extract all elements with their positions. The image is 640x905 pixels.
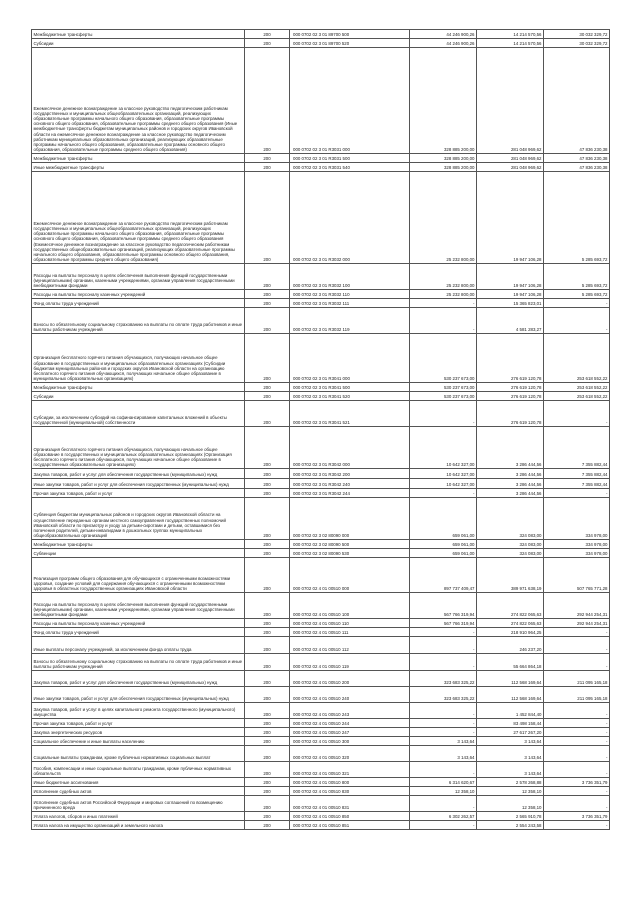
- row-name-cell: Расходы на выплаты персоналу казенных учреждений: [32, 290, 245, 299]
- row-executed-cell: 19 947 106,28: [477, 290, 544, 299]
- row-code-cell: 200: [245, 746, 290, 762]
- table-row: [32, 308, 610, 334]
- row-unexecuted-cell: 7 355 882,44: [544, 479, 610, 489]
- row-unexecuted-cell: 253 618 552,22: [544, 334, 610, 383]
- row-approved-cell: 328 885 200,00: [410, 154, 477, 163]
- row-unexecuted-cell: -: [544, 654, 610, 671]
- row-name-cell: Социальные выплаты гражданам, кроме публичных нормативных социальных выплат: [32, 746, 245, 762]
- table-row: [32, 687, 610, 703]
- row-code-cell: 200: [245, 264, 290, 290]
- table-row: [32, 290, 610, 299]
- table-row: [32, 392, 610, 401]
- row-code-cell: 200: [245, 154, 290, 163]
- row-budget-code-cell: 000 0702 02 4 01 00510 831: [290, 796, 410, 812]
- table-row: [32, 154, 610, 163]
- row-executed-cell: 324 083,00: [477, 498, 544, 540]
- row-budget-code-cell: 000 0702 02 4 01 00510 110: [290, 619, 410, 628]
- row-executed-cell: 2 578 268,88: [477, 778, 544, 787]
- row-name-cell: Ежемесячное денежное вознаграждение за классное руководство педагогическим работникам государственных и муниципальных общеобразовательных организаций, реализующих образовательные программы начального общего образования, образовательные программы основного общего образования, образовательные программы среднего общего образования (Ежемесячное денежное вознаграждение за классное руководство педагогическим работникам государственных общеобразовательных организаций, реализующих образовательные программы начального общего образования, образовательные программы основного общего образования, образовательные программы среднего общего образования): [32, 172, 245, 264]
- row-code-cell: 200: [245, 308, 290, 334]
- row-executed-cell: 276 619 120,78: [477, 383, 544, 392]
- row-executed-cell: 14 214 570,56: [477, 30, 544, 39]
- row-executed-cell: 55 664 864,18: [477, 654, 544, 671]
- row-code-cell: 200: [245, 762, 290, 778]
- row-budget-code-cell: 000 0702 02 3 02 80090 000: [290, 498, 410, 540]
- row-unexecuted-cell: 211 095 165,18: [544, 687, 610, 703]
- table-row: [32, 762, 610, 778]
- row-approved-cell: 10 642 327,00: [410, 427, 477, 469]
- row-budget-code-cell: 000 0702 02 4 01 00510 200: [290, 671, 410, 687]
- row-executed-cell: 274 822 065,63: [477, 619, 544, 628]
- table-row: [32, 540, 610, 549]
- row-unexecuted-cell: -: [544, 762, 610, 778]
- row-approved-cell: -: [410, 762, 477, 778]
- table-row: [32, 549, 610, 558]
- row-executed-cell: 276 619 120,78: [477, 392, 544, 401]
- row-approved-cell: 530 237 673,00: [410, 334, 477, 383]
- row-executed-cell: 3 286 444,56: [477, 479, 544, 489]
- row-executed-cell: 112 568 169,64: [477, 671, 544, 687]
- row-name-cell: Взносы по обязательному социальному страхованию на выплаты по оплате труда работников и иные выплаты работникам учреждений: [32, 654, 245, 671]
- row-name-cell: Уплата налога на имущество организаций и земельного налога: [32, 821, 245, 830]
- row-name-cell: Межбюджетные трансферты: [32, 383, 245, 392]
- row-code-cell: 200: [245, 401, 290, 427]
- row-unexecuted-cell: 292 944 254,31: [544, 593, 610, 619]
- table-row: [32, 383, 610, 392]
- row-unexecuted-cell: 47 836 230,38: [544, 48, 610, 154]
- row-executed-cell: 3 286 444,56: [477, 469, 544, 479]
- row-name-cell: Иные бюджетные ассигнования: [32, 778, 245, 787]
- row-budget-code-cell: 000 0702 02 3 01 R3032 111: [290, 299, 410, 308]
- row-budget-code-cell: 000 0702 02 3 01 R3032 000: [290, 172, 410, 264]
- row-executed-cell: 83 498 158,44: [477, 719, 544, 728]
- row-name-cell: Организация бесплатного горячего питания обучающихся, получающих начальное общее образование в государственных и муниципальных образовательных организациях (Субсидии бюджетам муниципальных районов и городских округов Ивановской области на организацию бесплатного горячего питания обучающихся, получающих начальное общее образование в муниципальных образовательных организациях): [32, 334, 245, 383]
- row-name-cell: Организация бесплатного горячего питания обучающихся, получающих начальное общее образование в государственных и муниципальных образовательных организациях (Организация бесплатного горячего питания обучающихся, получающих начальное общее образование в государственных образовательных организациях): [32, 427, 245, 469]
- row-approved-cell: -: [410, 637, 477, 654]
- row-name-cell: Пособия, компенсации и иные социальные выплаты гражданам, кроме публичных нормативных обязательств: [32, 762, 245, 778]
- row-unexecuted-cell: 47 836 230,38: [544, 163, 610, 172]
- row-executed-cell: 389 971 638,19: [477, 558, 544, 593]
- budget-execution-report: [31, 29, 609, 830]
- row-name-cell: Субвенции: [32, 549, 245, 558]
- row-approved-cell: 25 232 800,00: [410, 172, 477, 264]
- row-budget-code-cell: 000 0702 02 4 01 00510 300: [290, 737, 410, 746]
- row-approved-cell: 12 358,10: [410, 787, 477, 796]
- row-executed-cell: 1 452 844,40: [477, 703, 544, 719]
- row-code-cell: 200: [245, 383, 290, 392]
- row-name-cell: Иные закупки товаров, работ и услуг для обеспечения государственных (муниципальных) нужд: [32, 479, 245, 489]
- row-name-cell: Реализация программ общего образования для обучающихся с ограниченными возможностями здоровья, создание условий для содержания обучающихся с ограниченными возможностями здоровья в областных государственных организациях Ивановской области: [32, 558, 245, 593]
- row-unexecuted-cell: 7 355 882,44: [544, 427, 610, 469]
- row-code-cell: 200: [245, 796, 290, 812]
- row-name-cell: Закупка товаров, работ и услуг для обеспечения государственных (муниципальных) нужд: [32, 469, 245, 479]
- row-approved-cell: 25 232 800,00: [410, 290, 477, 299]
- row-budget-code-cell: 000 0702 02 3 01 R3042 000: [290, 427, 410, 469]
- table-row: [32, 427, 610, 469]
- row-executed-cell: 281 048 969,62: [477, 163, 544, 172]
- table-row: [32, 728, 610, 737]
- row-unexecuted-cell: 5 285 693,72: [544, 290, 610, 299]
- row-unexecuted-cell: 47 836 230,38: [544, 154, 610, 163]
- table-row: [32, 469, 610, 479]
- row-code-cell: 200: [245, 687, 290, 703]
- row-code-cell: 200: [245, 703, 290, 719]
- row-executed-cell: 12 358,10: [477, 796, 544, 812]
- row-code-cell: 200: [245, 728, 290, 737]
- table-row: [32, 812, 610, 821]
- row-budget-code-cell: 000 0702 02 3 01 R3041 500: [290, 383, 410, 392]
- table-row: [32, 299, 610, 308]
- row-approved-cell: -: [410, 703, 477, 719]
- row-code-cell: 200: [245, 558, 290, 593]
- row-name-cell: Расходы на выплаты персоналу в целях обеспечения выполнения функций государственными (муниципальными) органами, казенными учреждениями, органами управления государственными внебюджетными фондами: [32, 264, 245, 290]
- row-approved-cell: 6 302 262,57: [410, 812, 477, 821]
- row-unexecuted-cell: -: [544, 637, 610, 654]
- row-approved-cell: -: [410, 308, 477, 334]
- row-name-cell: Субсидии, за исключением субсидий на софинансирование капитальных вложений в объекты государственной (муниципальной) собственности: [32, 401, 245, 427]
- table-row: [32, 737, 610, 746]
- row-executed-cell: 3 286 444,56: [477, 427, 544, 469]
- row-code-cell: 200: [245, 593, 290, 619]
- row-unexecuted-cell: 211 095 165,18: [544, 671, 610, 687]
- row-budget-code-cell: 000 0702 02 4 01 00510 119: [290, 654, 410, 671]
- row-code-cell: 200: [245, 549, 290, 558]
- row-executed-cell: 4 581 283,27: [477, 308, 544, 334]
- row-unexecuted-cell: -: [544, 401, 610, 427]
- row-budget-code-cell: 000 0702 02 3 01 R3041 521: [290, 401, 410, 427]
- row-budget-code-cell: 000 0702 02 3 01 R3031 540: [290, 163, 410, 172]
- row-code-cell: 200: [245, 821, 290, 830]
- row-budget-code-cell: 000 0702 02 3 01 R3041 000: [290, 334, 410, 383]
- row-unexecuted-cell: 30 032 329,72: [544, 39, 610, 48]
- row-executed-cell: 276 619 120,78: [477, 334, 544, 383]
- row-unexecuted-cell: -: [544, 746, 610, 762]
- row-executed-cell: 3 143,64: [477, 746, 544, 762]
- row-executed-cell: 246 237,20: [477, 637, 544, 654]
- row-executed-cell: 27 617 267,20: [477, 728, 544, 737]
- row-budget-code-cell: 000 0702 02 4 01 00510 830: [290, 787, 410, 796]
- expenditure-table: [31, 29, 610, 830]
- row-code-cell: 200: [245, 489, 290, 498]
- row-code-cell: 200: [245, 30, 290, 39]
- table-row: [32, 479, 610, 489]
- row-unexecuted-cell: -: [544, 489, 610, 498]
- table-row: [32, 334, 610, 383]
- row-unexecuted-cell: -: [544, 737, 610, 746]
- row-code-cell: 200: [245, 39, 290, 48]
- row-unexecuted-cell: 507 765 771,28: [544, 558, 610, 593]
- table-row: [32, 401, 610, 427]
- row-code-cell: 200: [245, 619, 290, 628]
- row-executed-cell: 2 565 910,78: [477, 812, 544, 821]
- row-executed-cell: 324 083,00: [477, 549, 544, 558]
- row-executed-cell: 112 568 169,64: [477, 687, 544, 703]
- row-unexecuted-cell: -: [544, 821, 610, 830]
- row-name-cell: Исполнение судебных актов: [32, 787, 245, 796]
- row-executed-cell: 324 083,00: [477, 540, 544, 549]
- row-budget-code-cell: 000 0702 02 3 01 R3042 244: [290, 489, 410, 498]
- table-row: [32, 489, 610, 498]
- row-unexecuted-cell: -: [544, 719, 610, 728]
- row-budget-code-cell: 000 0702 02 4 01 00510 851: [290, 821, 410, 830]
- row-approved-cell: 6 314 620,67: [410, 778, 477, 787]
- row-budget-code-cell: 000 0702 02 3 01 89700 520: [290, 39, 410, 48]
- row-approved-cell: 897 737 409,47: [410, 558, 477, 593]
- row-budget-code-cell: 000 0702 02 4 01 00510 000: [290, 558, 410, 593]
- row-budget-code-cell: 000 0702 02 3 02 80090 530: [290, 549, 410, 558]
- row-approved-cell: 44 246 900,26: [410, 30, 477, 39]
- row-unexecuted-cell: 292 944 254,31: [544, 619, 610, 628]
- row-executed-cell: 15 365 823,01: [477, 299, 544, 308]
- row-name-cell: Прочая закупка товаров, работ и услуг: [32, 719, 245, 728]
- row-approved-cell: -: [410, 728, 477, 737]
- row-budget-code-cell: 000 0702 02 3 01 R3042 240: [290, 479, 410, 489]
- row-name-cell: Фонд оплаты труда учреждений: [32, 628, 245, 637]
- row-budget-code-cell: 000 0702 02 4 01 00510 800: [290, 778, 410, 787]
- row-approved-cell: -: [410, 719, 477, 728]
- table-row: [32, 671, 610, 687]
- row-code-cell: 200: [245, 299, 290, 308]
- row-approved-cell: 323 683 325,22: [410, 671, 477, 687]
- row-unexecuted-cell: 3 736 351,79: [544, 812, 610, 821]
- row-budget-code-cell: 000 0702 02 4 01 00510 112: [290, 637, 410, 654]
- row-executed-cell: 12 358,10: [477, 787, 544, 796]
- row-executed-cell: 281 048 969,62: [477, 48, 544, 154]
- row-unexecuted-cell: 3 736 351,79: [544, 778, 610, 787]
- row-approved-cell: -: [410, 299, 477, 308]
- row-unexecuted-cell: 334 978,00: [544, 540, 610, 549]
- row-name-cell: Межбюджетные трансферты: [32, 154, 245, 163]
- table-row: [32, 628, 610, 637]
- row-budget-code-cell: 000 0702 02 3 01 R3031 000: [290, 48, 410, 154]
- row-budget-code-cell: 000 0702 02 3 01 R3042 200: [290, 469, 410, 479]
- row-budget-code-cell: 000 0702 02 4 01 00510 244: [290, 719, 410, 728]
- row-approved-cell: 567 766 319,94: [410, 593, 477, 619]
- row-budget-code-cell: 000 0702 02 3 01 R3032 119: [290, 308, 410, 334]
- row-budget-code-cell: 000 0702 02 4 01 00510 243: [290, 703, 410, 719]
- row-name-cell: Исполнение судебных актов Российской Федерации и мировых соглашений по возмещению причиненного вреда: [32, 796, 245, 812]
- row-approved-cell: -: [410, 489, 477, 498]
- row-code-cell: 200: [245, 737, 290, 746]
- row-name-cell: Иные закупки товаров, работ и услуг для обеспечения государственных (муниципальных) нужд: [32, 687, 245, 703]
- row-name-cell: Фонд оплаты труда учреждений: [32, 299, 245, 308]
- row-approved-cell: 323 683 325,22: [410, 687, 477, 703]
- row-approved-cell: 10 642 327,00: [410, 479, 477, 489]
- row-name-cell: Субсидии: [32, 392, 245, 401]
- row-budget-code-cell: 000 0702 02 4 01 00510 320: [290, 746, 410, 762]
- row-budget-code-cell: 000 0702 02 3 01 R3031 500: [290, 154, 410, 163]
- row-executed-cell: 274 822 065,63: [477, 593, 544, 619]
- row-name-cell: Межбюджетные трансферты: [32, 540, 245, 549]
- row-code-cell: 200: [245, 812, 290, 821]
- row-executed-cell: 3 143,64: [477, 737, 544, 746]
- row-budget-code-cell: 000 0702 02 3 01 R3032 110: [290, 290, 410, 299]
- row-unexecuted-cell: -: [544, 628, 610, 637]
- row-approved-cell: 567 766 319,94: [410, 619, 477, 628]
- row-approved-cell: -: [410, 821, 477, 830]
- row-executed-cell: 19 947 106,28: [477, 264, 544, 290]
- row-name-cell: Иные выплаты персоналу учреждений, за исключением фонда оплаты труда: [32, 637, 245, 654]
- row-name-cell: Расходы на выплаты персоналу казенных учреждений: [32, 619, 245, 628]
- row-code-cell: 200: [245, 540, 290, 549]
- row-unexecuted-cell: 5 285 693,72: [544, 264, 610, 290]
- row-approved-cell: -: [410, 796, 477, 812]
- row-unexecuted-cell: -: [544, 787, 610, 796]
- row-name-cell: Закупка энергетических ресурсов: [32, 728, 245, 737]
- row-approved-cell: -: [410, 654, 477, 671]
- row-code-cell: 200: [245, 290, 290, 299]
- row-approved-cell: 10 642 327,00: [410, 469, 477, 479]
- row-name-cell: Субсидии: [32, 39, 245, 48]
- row-executed-cell: 3 143,64: [477, 762, 544, 778]
- row-code-cell: 200: [245, 469, 290, 479]
- row-approved-cell: 659 061,00: [410, 540, 477, 549]
- table-row: [32, 619, 610, 628]
- table-row: [32, 48, 610, 154]
- row-name-cell: Социальное обеспечение и иные выплаты населению: [32, 737, 245, 746]
- row-unexecuted-cell: 7 355 882,44: [544, 469, 610, 479]
- row-name-cell: Прочая закупка товаров, работ и услуг: [32, 489, 245, 498]
- table-row: [32, 264, 610, 290]
- row-approved-cell: 25 232 800,00: [410, 264, 477, 290]
- table-row: [32, 172, 610, 264]
- table-row: [32, 746, 610, 762]
- row-code-cell: 200: [245, 479, 290, 489]
- row-approved-cell: 3 143,64: [410, 746, 477, 762]
- row-unexecuted-cell: 334 978,00: [544, 498, 610, 540]
- table-row: [32, 787, 610, 796]
- row-unexecuted-cell: 5 285 693,72: [544, 172, 610, 264]
- row-approved-cell: 3 143,64: [410, 737, 477, 746]
- row-budget-code-cell: 000 0702 02 3 01 89700 500: [290, 30, 410, 39]
- row-unexecuted-cell: -: [544, 299, 610, 308]
- row-code-cell: 200: [245, 671, 290, 687]
- row-name-cell: Закупка товаров, работ и услуг для обеспечения государственных (муниципальных) нужд: [32, 671, 245, 687]
- row-name-cell: Субвенция бюджетам муниципальных районов и городских округов Ивановской области на осуществление переданных органам местного самоуправления государственных полномочий Ивановской области по присмотру и уходу за детьми-сиротами и детьми, оставшимися без попечения родителей, детьми-инвалидами в дошкольных группах муниципальных общеобразовательных организаций: [32, 498, 245, 540]
- row-code-cell: 200: [245, 778, 290, 787]
- row-name-cell: Межбюджетные трансферты: [32, 30, 245, 39]
- row-budget-code-cell: 000 0702 02 4 01 00510 111: [290, 628, 410, 637]
- row-budget-code-cell: 000 0702 02 4 01 00510 240: [290, 687, 410, 703]
- row-name-cell: Ежемесячное денежное вознаграждение за классное руководство педагогическим работникам государственных и муниципальных общеобразовательных организаций, реализующих образовательные программы начального общего образования, образовательные программы основного общего образования, образовательные программы среднего общего образования (Иные межбюджетные трансферты бюджетам муниципальных районов и городских округов Ивановской области на ежемесячное денежное вознаграждение за классное руководство педагогическим работникам муниципальных образовательных организаций, реализующих образовательные программы начального общего образования, образовательные программы основного общего образования, образовательные программы среднего общего образования): [32, 48, 245, 154]
- row-name-cell: Взносы по обязательному социальному страхованию на выплаты по оплате труда работников и иные выплаты работникам учреждений: [32, 308, 245, 334]
- row-code-cell: 200: [245, 787, 290, 796]
- table-row: [32, 498, 610, 540]
- row-unexecuted-cell: -: [544, 308, 610, 334]
- row-code-cell: 200: [245, 392, 290, 401]
- row-executed-cell: 3 286 444,56: [477, 489, 544, 498]
- table-row: [32, 163, 610, 172]
- row-approved-cell: 530 237 673,00: [410, 383, 477, 392]
- table-row: [32, 778, 610, 787]
- row-approved-cell: 328 885 200,00: [410, 163, 477, 172]
- row-approved-cell: -: [410, 628, 477, 637]
- row-budget-code-cell: 000 0702 02 4 01 00510 850: [290, 812, 410, 821]
- table-row: [32, 30, 610, 39]
- row-unexecuted-cell: -: [544, 796, 610, 812]
- row-code-cell: 200: [245, 654, 290, 671]
- row-approved-cell: 328 885 200,00: [410, 48, 477, 154]
- table-row: [32, 703, 610, 719]
- row-unexecuted-cell: 334 978,00: [544, 549, 610, 558]
- table-row: [32, 637, 610, 654]
- row-code-cell: 200: [245, 628, 290, 637]
- table-row: [32, 558, 610, 593]
- table-row: [32, 654, 610, 671]
- table-row: [32, 821, 610, 830]
- row-executed-cell: 281 048 969,62: [477, 154, 544, 163]
- row-name-cell: Закупка товаров, работ и услуг в целях капитального ремонта государственного (муниципального) имущества: [32, 703, 245, 719]
- row-code-cell: 200: [245, 48, 290, 154]
- row-code-cell: 200: [245, 163, 290, 172]
- table-row: [32, 593, 610, 619]
- row-approved-cell: 530 237 673,00: [410, 392, 477, 401]
- row-code-cell: 200: [245, 427, 290, 469]
- row-unexecuted-cell: -: [544, 703, 610, 719]
- row-executed-cell: 218 910 964,25: [477, 628, 544, 637]
- row-budget-code-cell: 000 0702 02 3 02 80090 500: [290, 540, 410, 549]
- row-approved-cell: -: [410, 401, 477, 427]
- table-row: [32, 719, 610, 728]
- row-code-cell: 200: [245, 719, 290, 728]
- row-approved-cell: 44 246 900,26: [410, 39, 477, 48]
- row-unexecuted-cell: -: [544, 728, 610, 737]
- row-code-cell: 200: [245, 172, 290, 264]
- row-budget-code-cell: 000 0702 02 3 01 R3041 520: [290, 392, 410, 401]
- row-name-cell: Уплата налогов, сборов и иных платежей: [32, 812, 245, 821]
- row-budget-code-cell: 000 0702 02 4 01 00510 247: [290, 728, 410, 737]
- row-unexecuted-cell: 30 032 329,72: [544, 30, 610, 39]
- row-unexecuted-cell: 253 618 552,22: [544, 392, 610, 401]
- row-code-cell: 200: [245, 637, 290, 654]
- row-budget-code-cell: 000 0702 02 4 01 00510 100: [290, 593, 410, 619]
- row-code-cell: 200: [245, 498, 290, 540]
- table-row: [32, 39, 610, 48]
- row-unexecuted-cell: 253 618 552,22: [544, 383, 610, 392]
- row-approved-cell: 659 061,00: [410, 549, 477, 558]
- row-budget-code-cell: 000 0702 02 3 01 R3032 100: [290, 264, 410, 290]
- row-name-cell: Расходы на выплаты персоналу в целях обеспечения выполнения функций государственными (муниципальными) органами, казенными учреждениями, органами управления государственными внебюджетными фондами: [32, 593, 245, 619]
- row-approved-cell: 659 061,00: [410, 498, 477, 540]
- row-code-cell: 200: [245, 334, 290, 383]
- row-executed-cell: 14 214 570,56: [477, 39, 544, 48]
- row-executed-cell: 276 619 120,78: [477, 401, 544, 427]
- row-budget-code-cell: 000 0702 02 4 01 00510 321: [290, 762, 410, 778]
- table-row: [32, 796, 610, 812]
- row-name-cell: Иные межбюджетные трансферты: [32, 163, 245, 172]
- row-executed-cell: 2 554 243,58: [477, 821, 544, 830]
- row-executed-cell: 19 947 106,28: [477, 172, 544, 264]
